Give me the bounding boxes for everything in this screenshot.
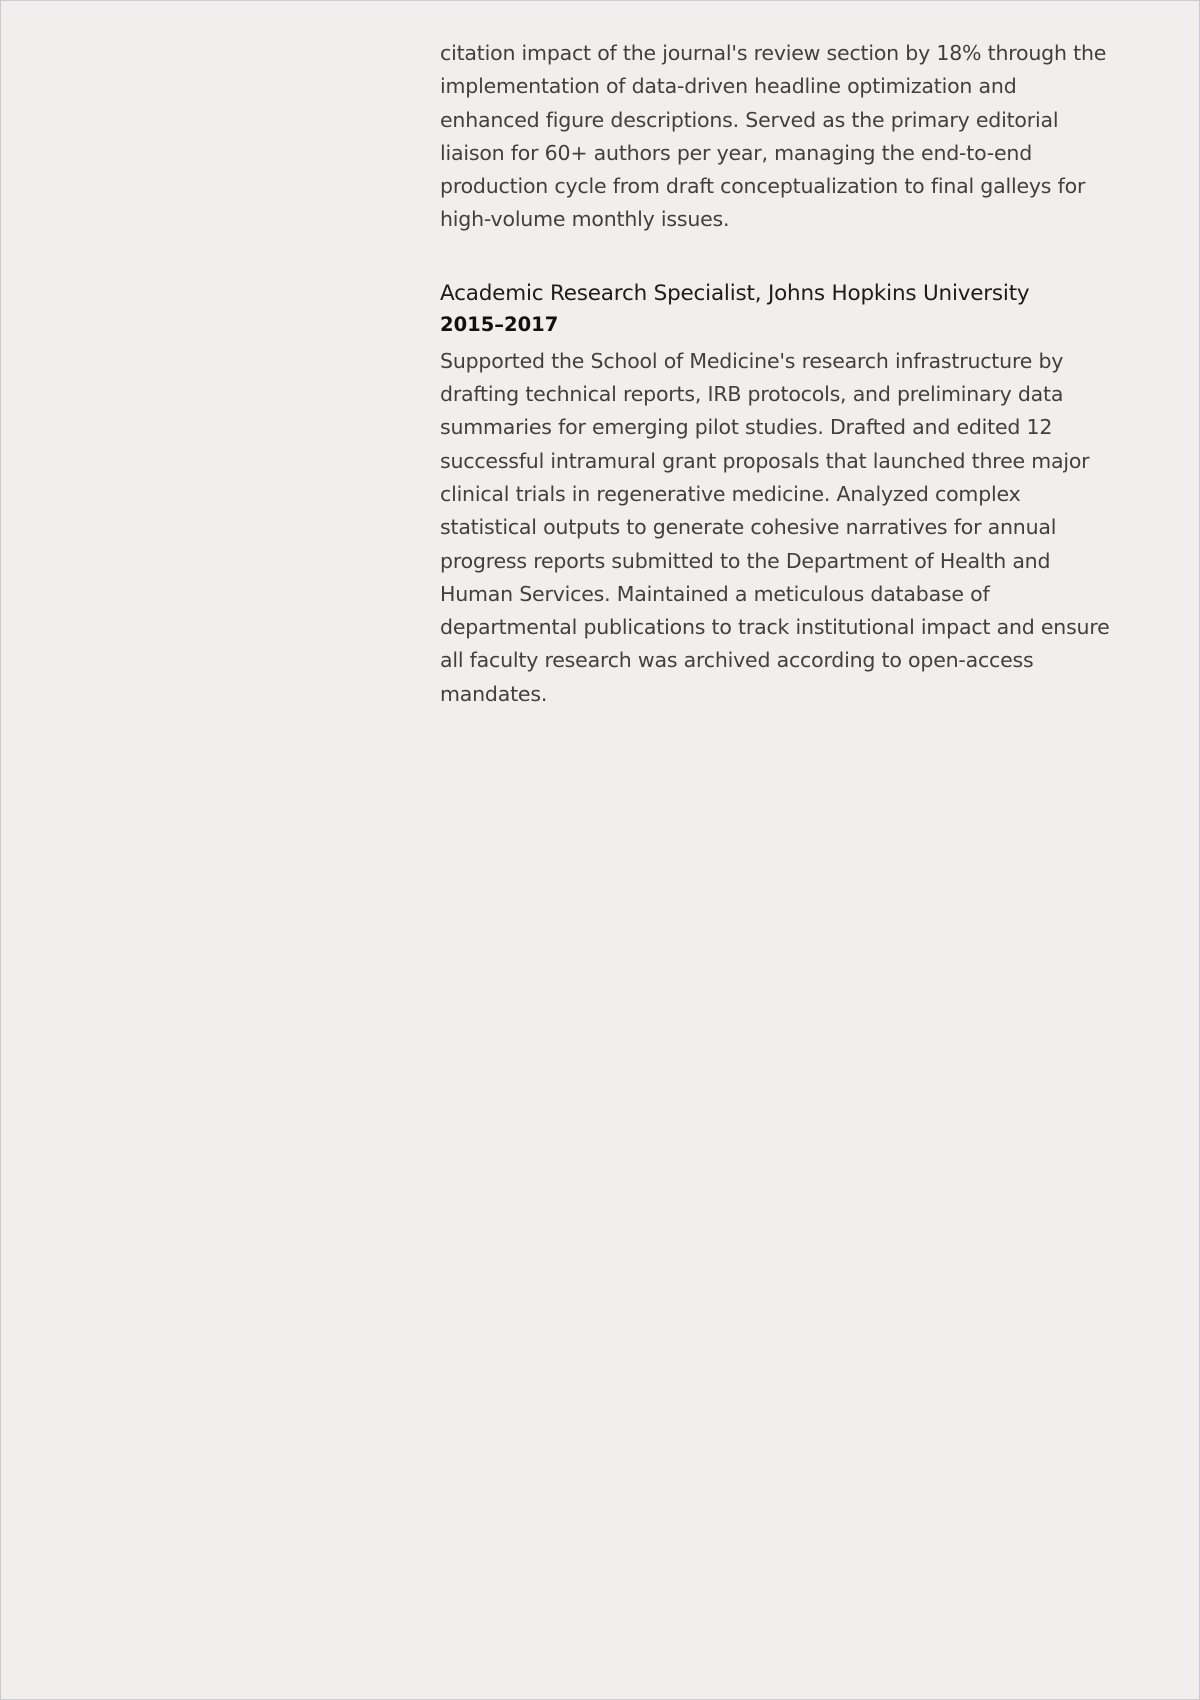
- continued-entry-description: citation impact of the journal's review section by 18% through the implementation of data-driven headline optimization and enhanced figure descriptions. Served as the primary editorial liaison for 60+ authors per year, managing the end-to-end production cycle from draft conceptualization to final galleys for high-volume monthly issues.: [440, 41, 1107, 232]
- entry-description: Supported the School of Medicine's research infrastructure by drafting technical reports, IRB protocols, and preliminary data summaries for emerging pilot studies. Drafted and edited 12 successful intramural grant proposals that launched three major clinical trials in regenerative medicine. Analyzed complex statistical outputs to generate cohesive narratives for annual progress reports submitted to the Department of Health and Human Services. Maintained a meticulous database of departmental publications to track institutional impact and ensure all faculty research was archived according to open-access mandates.: [440, 348, 1110, 706]
- experience-section: [440, 37, 1120, 711]
- entry-dates: 2015–2017: [440, 312, 559, 336]
- entry-role-title: Academic Research Specialist, Johns Hopkins University: [440, 280, 1030, 306]
- experience-entry: [440, 277, 1120, 711]
